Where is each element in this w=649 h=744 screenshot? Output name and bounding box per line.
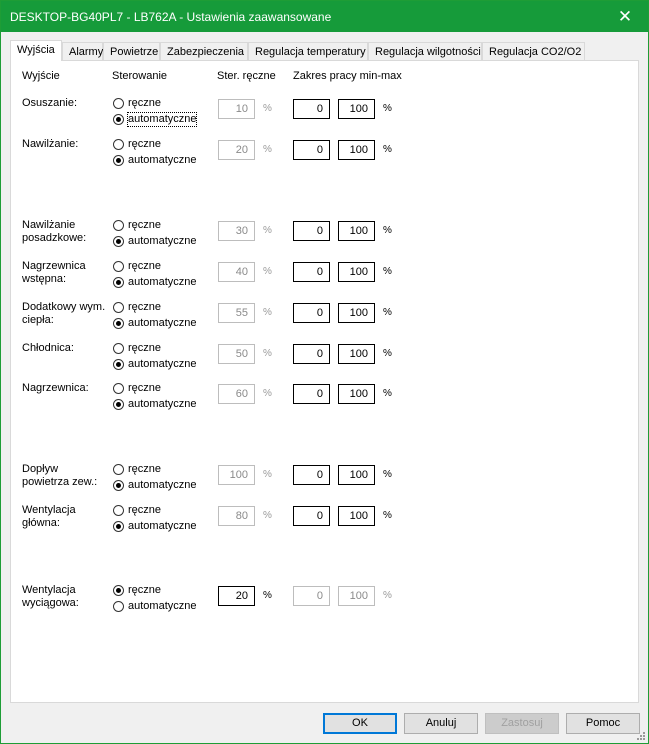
- radio-manual[interactable]: [113, 341, 161, 355]
- manual-value-field[interactable]: 30: [218, 221, 255, 241]
- range-percent-unit: %: [383, 348, 392, 359]
- row-label: Wentylacja główna:: [22, 504, 76, 529]
- range-percent-unit: %: [383, 510, 392, 521]
- radio-manual[interactable]: [113, 218, 161, 232]
- range-min-field[interactable]: 0: [293, 303, 330, 323]
- row-label: Nagrzewnica wstępna:: [22, 260, 86, 285]
- help-button[interactable]: Pomoc: [566, 713, 640, 734]
- outputs-panel: [10, 60, 639, 703]
- radio-auto-label: automatyczne: [128, 234, 197, 247]
- resize-grip-icon[interactable]: [636, 731, 645, 740]
- range-min-field[interactable]: 0: [293, 99, 330, 119]
- range-min-field[interactable]: 0: [293, 344, 330, 364]
- radio-manual-icon: [113, 261, 124, 272]
- radio-manual[interactable]: [113, 381, 161, 395]
- radio-manual-label: ręczne: [128, 462, 162, 475]
- range-max-field[interactable]: 100: [338, 586, 375, 606]
- manual-percent-unit: %: [263, 266, 272, 277]
- manual-value-field[interactable]: 80: [218, 506, 255, 526]
- range-min-field[interactable]: 0: [293, 221, 330, 241]
- radio-auto[interactable]: [113, 112, 196, 126]
- range-max-field[interactable]: 100: [338, 262, 375, 282]
- row-label: Nawilżanie:: [22, 138, 79, 150]
- radio-manual-label: ręczne: [128, 259, 162, 272]
- close-icon[interactable]: ✕: [617, 6, 633, 26]
- manual-value-field[interactable]: 20: [218, 586, 255, 606]
- radio-manual-icon: [113, 383, 124, 394]
- radio-auto-label: automatyczne: [128, 357, 197, 370]
- tab-1[interactable]: Alarmy: [62, 42, 103, 60]
- manual-percent-unit: %: [263, 348, 272, 359]
- radio-auto[interactable]: [113, 397, 196, 411]
- radio-manual-label: ręczne: [128, 381, 162, 394]
- range-min-field[interactable]: 0: [293, 586, 330, 606]
- radio-manual-label: ręczne: [128, 583, 162, 596]
- radio-manual-label: ręczne: [128, 96, 162, 109]
- tab-2[interactable]: Powietrze: [103, 42, 160, 60]
- radio-auto-icon: [113, 236, 124, 247]
- manual-value-field[interactable]: 55: [218, 303, 255, 323]
- tab-6[interactable]: Regulacja CO2/O2: [482, 42, 585, 60]
- range-max-field[interactable]: 100: [338, 384, 375, 404]
- row-label: Dopływ powietrza zew.:: [22, 463, 98, 488]
- range-min-field[interactable]: 0: [293, 506, 330, 526]
- radio-manual[interactable]: [113, 583, 161, 597]
- radio-manual-icon: [113, 505, 124, 516]
- range-max-field[interactable]: 100: [338, 221, 375, 241]
- window-title: DESKTOP-BG40PL7 - LB762A - Ustawienia zaawansowane: [10, 10, 332, 24]
- range-max-field[interactable]: 100: [338, 99, 375, 119]
- radio-manual-label: ręczne: [128, 137, 162, 150]
- range-max-field[interactable]: 100: [338, 303, 375, 323]
- header-range: Zakres pracy min-max: [293, 70, 402, 82]
- header-control: Sterowanie: [112, 70, 168, 82]
- radio-manual-icon: [113, 464, 124, 475]
- radio-manual-label: ręczne: [128, 218, 162, 231]
- tab-3[interactable]: Zabezpieczenia: [160, 42, 248, 60]
- radio-auto-icon: [113, 114, 124, 125]
- row-label: Nagrzewnica:: [22, 382, 89, 394]
- range-percent-unit: %: [383, 388, 392, 399]
- row-label: Chłodnica:: [22, 342, 74, 354]
- title-bar: [1, 1, 648, 32]
- radio-manual[interactable]: [113, 137, 161, 151]
- manual-percent-unit: %: [263, 225, 272, 236]
- radio-auto[interactable]: [113, 478, 196, 492]
- radio-manual[interactable]: [113, 462, 161, 476]
- radio-auto[interactable]: [113, 234, 196, 248]
- radio-auto-label: automatyczne: [128, 316, 197, 329]
- radio-manual-label: ręczne: [128, 503, 162, 516]
- header-manual: Ster. ręczne: [217, 70, 276, 82]
- range-percent-unit: %: [383, 469, 392, 480]
- manual-percent-unit: %: [263, 388, 272, 399]
- radio-auto-icon: [113, 359, 124, 370]
- radio-auto-label: automatyczne: [128, 478, 197, 491]
- radio-manual-icon: [113, 98, 124, 109]
- radio-auto-icon: [113, 521, 124, 532]
- range-max-field[interactable]: 100: [338, 506, 375, 526]
- manual-value-field[interactable]: 40: [218, 262, 255, 282]
- radio-auto-label: automatyczne: [128, 153, 197, 166]
- apply-button[interactable]: Zastosuj: [485, 713, 559, 734]
- radio-auto[interactable]: [113, 599, 196, 613]
- manual-value-field[interactable]: 20: [218, 140, 255, 160]
- radio-auto-label: automatyczne: [128, 397, 197, 410]
- radio-auto-icon: [113, 601, 124, 612]
- range-percent-unit: %: [383, 103, 392, 114]
- radio-manual[interactable]: [113, 259, 161, 273]
- range-min-field[interactable]: 0: [293, 384, 330, 404]
- radio-auto-icon: [113, 277, 124, 288]
- range-percent-unit: %: [383, 307, 392, 318]
- radio-auto-icon: [113, 399, 124, 410]
- manual-percent-unit: %: [263, 469, 272, 480]
- header-output: Wyjście: [22, 70, 60, 82]
- manual-value-field[interactable]: 50: [218, 344, 255, 364]
- manual-percent-unit: %: [263, 510, 272, 521]
- manual-percent-unit: %: [263, 103, 272, 114]
- manual-value-field[interactable]: 10: [218, 99, 255, 119]
- radio-manual[interactable]: [113, 96, 161, 110]
- range-max-field[interactable]: 100: [338, 344, 375, 364]
- radio-auto-icon: [113, 318, 124, 329]
- tab-0[interactable]: Wyjścia: [10, 40, 62, 61]
- radio-auto[interactable]: [113, 357, 196, 371]
- range-min-field[interactable]: 0: [293, 262, 330, 282]
- radio-auto-label: automatyczne: [128, 275, 197, 288]
- radio-manual-label: ręczne: [128, 300, 162, 313]
- row-label: Nawilżanie posadzkowe:: [22, 219, 87, 244]
- radio-manual-icon: [113, 343, 124, 354]
- row-label: Dodatkowy wym. ciepła:: [22, 301, 106, 326]
- radio-auto[interactable]: [113, 519, 196, 533]
- radio-manual[interactable]: [113, 300, 161, 314]
- radio-auto-icon: [113, 155, 124, 166]
- range-min-field[interactable]: 0: [293, 465, 330, 485]
- radio-auto-icon: [113, 480, 124, 491]
- radio-auto[interactable]: [113, 275, 196, 289]
- radio-manual-icon: [113, 220, 124, 231]
- radio-manual[interactable]: [113, 503, 161, 517]
- range-percent-unit: %: [383, 144, 392, 155]
- row-label: Osuszanie:: [22, 97, 78, 109]
- manual-value-field[interactable]: 100: [218, 465, 255, 485]
- range-max-field[interactable]: 100: [338, 465, 375, 485]
- tab-4[interactable]: Regulacja temperatury: [248, 42, 368, 60]
- radio-auto[interactable]: [113, 316, 196, 330]
- range-percent-unit: %: [383, 266, 392, 277]
- manual-value-field[interactable]: 60: [218, 384, 255, 404]
- row-label: Wentylacja wyciągowa:: [22, 584, 79, 609]
- radio-manual-icon: [113, 302, 124, 313]
- manual-percent-unit: %: [263, 144, 272, 155]
- manual-percent-unit: %: [263, 307, 272, 318]
- range-max-field[interactable]: 100: [338, 140, 375, 160]
- radio-auto-label: automatyczne: [128, 112, 197, 125]
- radio-auto[interactable]: [113, 153, 196, 167]
- manual-percent-unit: %: [263, 590, 272, 601]
- radio-manual-icon: [113, 139, 124, 150]
- range-percent-unit: %: [383, 590, 392, 601]
- range-percent-unit: %: [383, 225, 392, 236]
- ok-button[interactable]: OK: [323, 713, 397, 734]
- radio-auto-label: automatyczne: [128, 599, 197, 612]
- cancel-button[interactable]: Anuluj: [404, 713, 478, 734]
- radio-manual-label: ręczne: [128, 341, 162, 354]
- radio-manual-icon: [113, 585, 124, 596]
- radio-auto-label: automatyczne: [128, 519, 197, 532]
- range-min-field[interactable]: 0: [293, 140, 330, 160]
- tab-5[interactable]: Regulacja wilgotności: [368, 42, 482, 60]
